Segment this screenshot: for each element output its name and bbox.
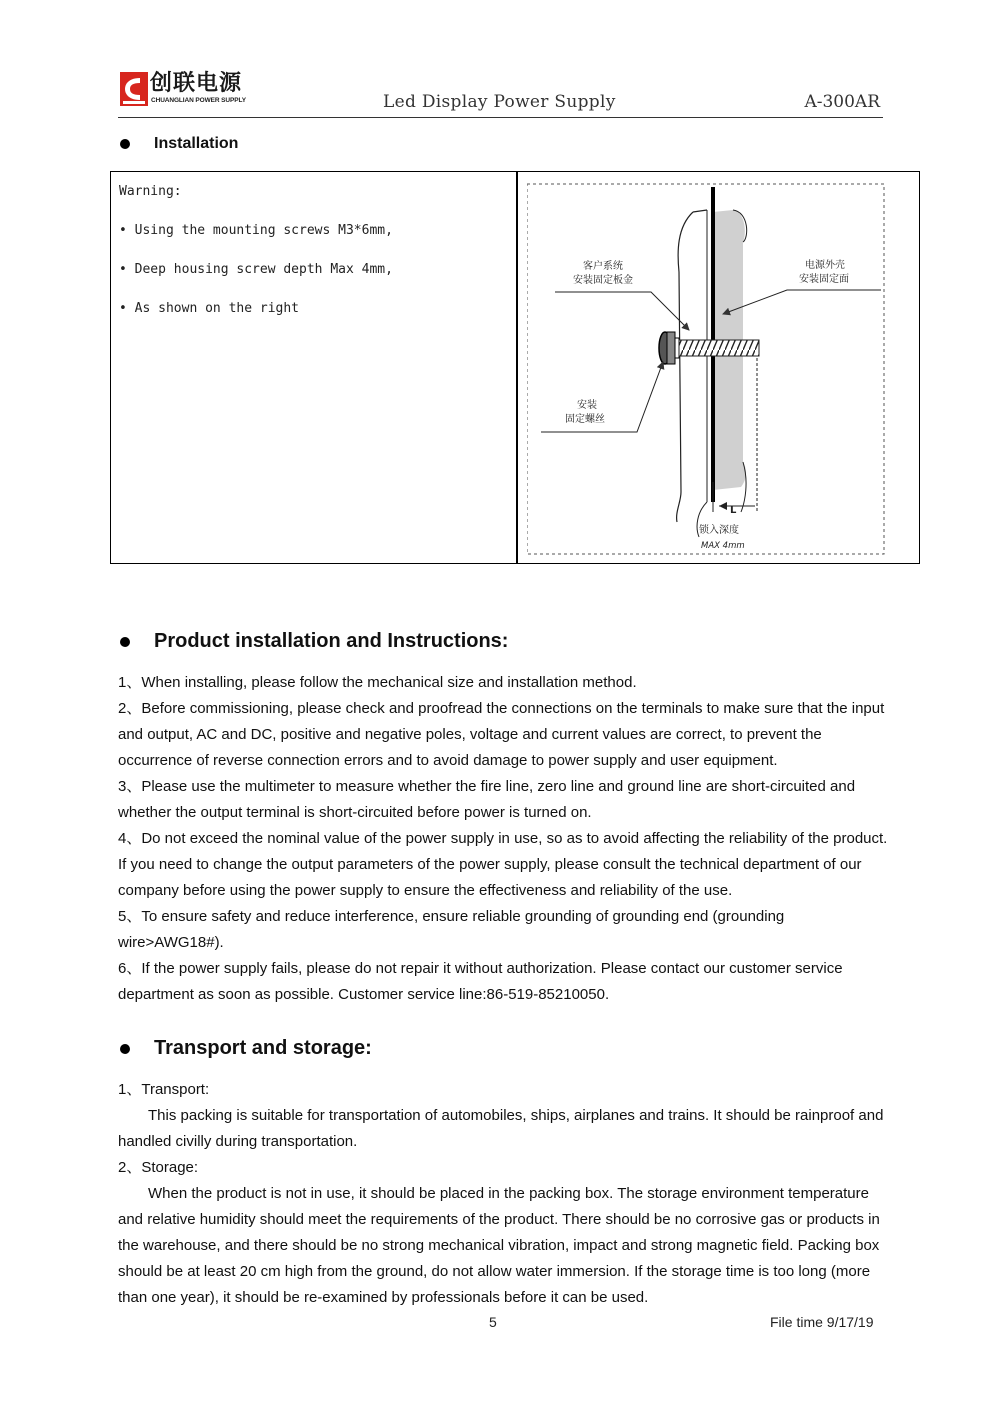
screw-shaft xyxy=(679,340,759,356)
instruction-item: 4、Do not exceed the nominal value of the power supply in use, so as to avoid affecting the reliability of the product. If you need to change the output parameters of the power supply, please consult the technical department of our company before using the power supply to ensure the effectiveness and reliability of the use. xyxy=(118,830,888,899)
warning-title: Warning: xyxy=(119,184,182,199)
instruction-item: 3、Please use the multimeter to measure whether the fire line, zero line and ground line are short-circuited and whether the output terminal is short-circuited before power is turned on. xyxy=(118,778,856,821)
depth-L-label: L xyxy=(730,505,737,516)
bullet-icon xyxy=(120,637,130,647)
transport-heading xyxy=(120,1037,372,1060)
instruction-item: 6、If the power supply fails, please do not repair it without authorization. Please contact our customer service department as soon as possible. Customer service line:86-519-85210050. xyxy=(118,960,843,1003)
max-depth-label: MAX 4mm xyxy=(701,541,745,551)
customer-label-2: 安装固定板金 xyxy=(573,275,633,286)
instructions-list xyxy=(118,670,888,1008)
bullet-icon xyxy=(120,139,130,149)
storage-label: 2、Storage: xyxy=(118,1159,199,1176)
warning-line: • Using the mounting screws M3*6mm, xyxy=(119,223,393,238)
installation-heading xyxy=(120,135,238,153)
transport-text: This packing is suitable for transportation of automobiles, ships, airplanes and trains. It should be rainproof and handled civilly during transportation. xyxy=(118,1107,884,1150)
instruction-item: 5、To ensure safety and reduce interference, ensure reliable grounding of grounding end (grounding wire>AWG18#). xyxy=(118,908,785,951)
mounting-screw-diagram xyxy=(527,182,887,556)
storage-text: When the product is not in use, it should be placed in the packing box. The storage environment temperature and relative humidity should meet the requirements of the product. There should be no corrosive gas or products in the warehouse, and there should be no strong mechanical vibration, impact and strong magnetic field. Packing box should be at least 20 cm high from the ground, do not allow water immersion. If the storage time is too long (more than one year), it should be re-examined by professionals before it can be used. xyxy=(118,1185,880,1306)
customer-label-1: 客户系统 xyxy=(583,261,623,272)
product-instructions-heading xyxy=(120,630,508,653)
customer-sheet-metal xyxy=(677,212,693,522)
page-number: 5 xyxy=(489,1314,497,1330)
company-logo xyxy=(120,72,270,108)
header-divider xyxy=(118,117,883,118)
table-divider xyxy=(516,172,518,563)
product-instructions-heading-text: Product installation and Instructions: xyxy=(154,630,509,652)
screw-label-1: 安装 xyxy=(577,400,597,411)
transport-label: 1、Transport: xyxy=(118,1081,210,1098)
model-number: A-300AR xyxy=(804,92,880,112)
depth-label: 锁入深度 xyxy=(699,525,739,536)
warning-line: • As shown on the right xyxy=(119,301,300,316)
housing-label-1: 电源外壳 xyxy=(805,260,845,271)
instruction-item: 1、When installing, please follow the mechanical size and installation method. xyxy=(118,674,637,691)
instruction-item: 2、Before commissioning, please check and proofread the connections on the terminals to make sure that the input and output, AC and DC, positive and negative poles, voltage and current values are correct, to prevent the occurrence of reverse connection errors and to avoid damage to power supply and user equipment. xyxy=(118,700,885,769)
warning-line: • Deep housing screw depth Max 4mm, xyxy=(119,262,393,277)
housing-label-2: 安装固定面 xyxy=(799,274,849,285)
logo-chinese-text: 创联电源 xyxy=(150,71,243,96)
file-time: File time 9/17/19 xyxy=(770,1314,874,1330)
installation-table xyxy=(110,171,920,564)
transport-heading-text: Transport and storage: xyxy=(154,1037,372,1059)
document-title: Led Display Power Supply xyxy=(383,92,616,112)
logo-mark-icon xyxy=(120,72,148,106)
diagram-frame xyxy=(527,184,884,554)
bullet-icon xyxy=(120,1044,130,1054)
screw-label-2: 固定螺丝 xyxy=(565,414,605,425)
transport-section xyxy=(118,1077,888,1311)
logo-english-text: CHUANGLIAN POWER SUPPLY xyxy=(151,97,246,104)
installation-heading-text: Installation xyxy=(154,135,239,152)
